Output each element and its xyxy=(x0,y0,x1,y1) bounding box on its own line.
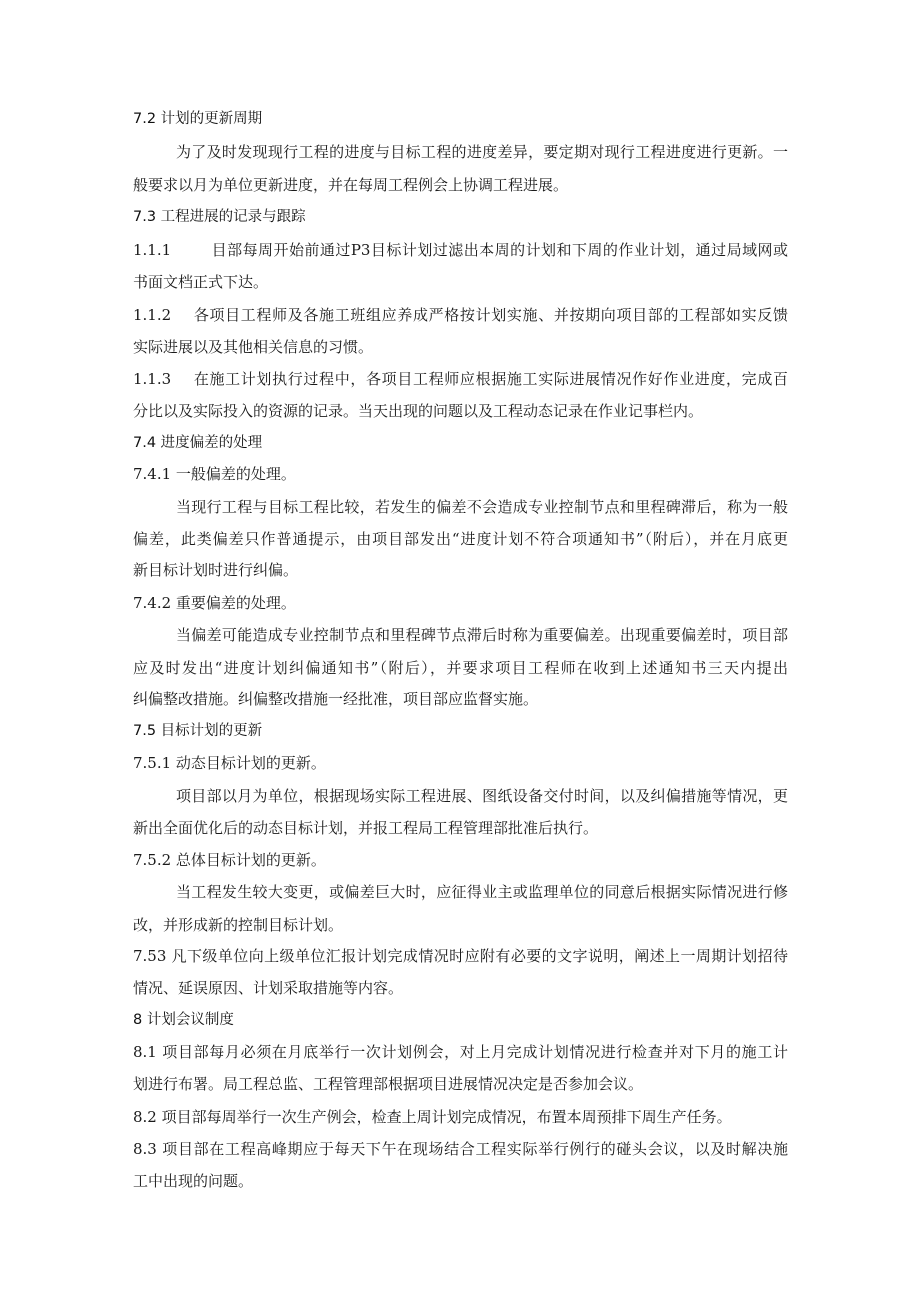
section-heading-7-5: 7.5 目标计划的更新 xyxy=(133,723,263,739)
paragraph-line: 为了及时发现现行工程的进度与目标工程的进度差异，要定期对现行工程进度进行更新。一 xyxy=(176,143,788,161)
item-number: 1.1.2 xyxy=(133,306,172,324)
paragraph-line: 改，并形成新的控制目标计划。 xyxy=(133,916,344,934)
item-number: 1.1.1 xyxy=(133,241,172,259)
item-number: 1.1.3 xyxy=(133,370,172,388)
section-heading-7-2: 7.2 计划的更新周期 xyxy=(133,111,263,127)
list-item-1-1-2 xyxy=(133,303,788,327)
paragraph-line: 8.3 项目部在工程高峰期应于每天下午在现场结合工程实际举行例行的碰头会议，以及时解决施 xyxy=(133,1140,788,1158)
paragraph-line: 当工程发生较大变更，或偏差巨大时，应征得业主或监理单位的同意后根据实际情况进行修 xyxy=(176,883,788,901)
paragraph-line: 书面文档正式下达。 xyxy=(133,273,269,291)
paragraph-line: 7.53 凡下级单位向上级单位汇报计划完成情况时应附有必要的文字说明，阐述上一周期计划招待 xyxy=(133,947,788,965)
section-heading-8: 8 计划会议制度 xyxy=(133,1012,234,1028)
paragraph-line: 纠偏整改措施。纠偏整改措施一经批准，项目部应监督实施。 xyxy=(133,690,539,708)
subsection-heading-7-4-1: 7.4.1 一般偏差的处理。 xyxy=(133,465,296,483)
section-heading-7-4: 7.4 进度偏差的处理 xyxy=(133,435,263,451)
item-text: 在施工计划执行过程中，各项目工程师应根据施工实际进展情况作好作业进度，完成百 xyxy=(193,370,788,388)
subsection-heading-7-4-2: 7.4.2 重要偏差的处理。 xyxy=(133,594,296,612)
paragraph-line: 划进行布署。局工程总监、工程管理部根据项目进展情况决定是否参加会议。 xyxy=(133,1075,644,1093)
paragraph-line: 项目部以月为单位，根据现场实际工程进展、图纸设备交付时间，以及纠偏措施等情况，更 xyxy=(176,787,788,805)
paragraph-line: 偏差，此类偏差只作普通提示，由项目部发出“进度计划不符合项通知书”（附后），并在月底更 xyxy=(133,530,788,548)
paragraph-line: 般要求以月为单位更新进度，并在每周工程例会上协调工程进展。 xyxy=(133,176,569,194)
paragraph-line: 工中出现的问题。 xyxy=(133,1172,254,1190)
list-item-1-1-3 xyxy=(133,367,788,391)
subsection-heading-7-5-2: 7.5.2 总体目标计划的更新。 xyxy=(133,851,326,869)
paragraph-line: 情况、延误原因、计划采取措施等内容。 xyxy=(133,979,404,997)
paragraph-line: 当现行工程与目标工程比较，若发生的偏差不会造成专业控制节点和里程碑滞后，称为一般 xyxy=(176,498,788,516)
paragraph-line: 8.1 项目部每月必须在月底举行一次计划例会，对上月完成计划情况进行检查并对下月的施工计 xyxy=(133,1043,788,1061)
paragraph-line: 8.2 项目部每周举行一次生产例会，检查上周计划完成情况，布置本周预排下周生产任务。 xyxy=(133,1108,732,1126)
section-heading-7-3: 7.3 工程进展的记录与跟踪 xyxy=(133,209,306,225)
item-text: 各项目工程师及各施工班组应养成严格按计划实施、并按期向项目部的工程部如实反馈 xyxy=(193,306,788,324)
paragraph-line: 分比以及实际投入的资源的记录。当天出现的问题以及工程动态记录在作业记事栏内。 xyxy=(133,402,704,420)
paragraph-line: 当偏差可能造成专业控制节点和里程碑节点滞后时称为重要偏差。出现重要偏差时，项目部 xyxy=(176,626,788,644)
paragraph-line: 实际进展以及其他相关信息的习惯。 xyxy=(133,338,374,356)
paragraph-line: 应及时发出“进度计划纠偏通知书”（附后），并要求项目工程师在收到上述通知书三天内提出 xyxy=(133,659,788,677)
item-text: 目部每周开始前通过P3目标计划过滤出本周的计划和下周的作业计划，通过局域网或 xyxy=(211,241,788,259)
list-item-1-1-1 xyxy=(133,238,788,262)
subsection-heading-7-5-1: 7.5.1 动态目标计划的更新。 xyxy=(133,754,326,772)
paragraph-line: 新出全面优化后的动态目标计划，并报工程局工程管理部批准后执行。 xyxy=(133,819,599,837)
paragraph-line: 新目标计划时进行纠偏。 xyxy=(133,561,299,579)
